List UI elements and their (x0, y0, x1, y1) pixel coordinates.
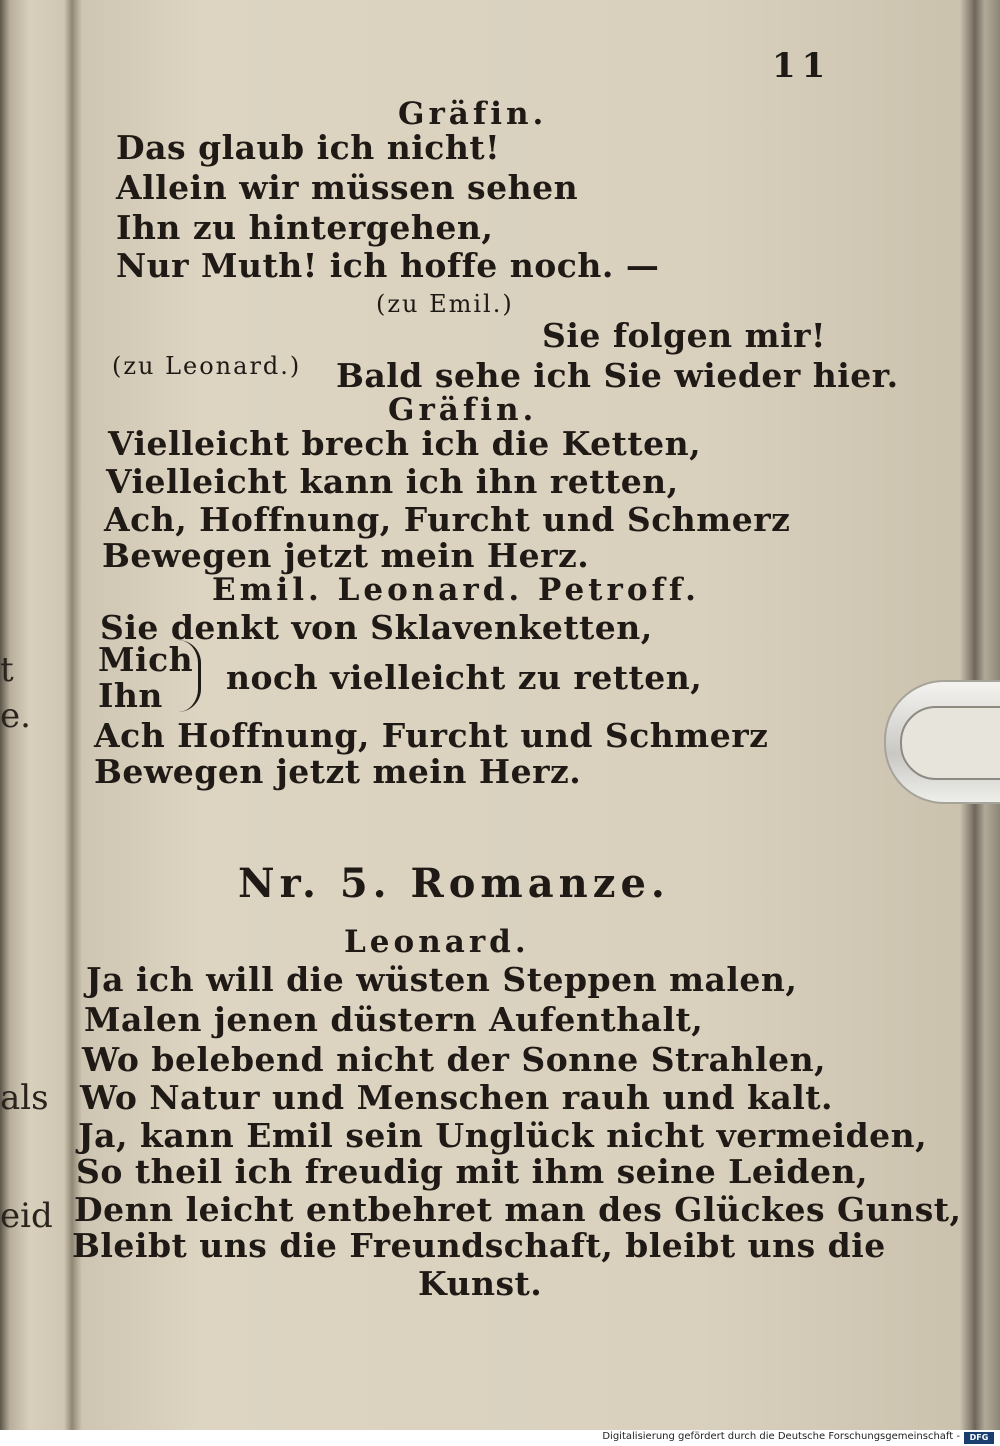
verse-line: Vielleicht brech ich die Ketten, (108, 424, 702, 463)
speaker-label: Gräfin. (398, 96, 548, 132)
verse-line: Bewegen jetzt mein Herz. (94, 752, 582, 791)
brace-word-bottom: Ihn (98, 676, 163, 715)
verse-line: Vielleicht kann ich ihn retten, (106, 462, 679, 501)
left-page-fragment: t (0, 650, 14, 690)
left-page-fragment: als (0, 1078, 49, 1118)
verse-line: Ihn zu hintergehen, (116, 208, 494, 247)
verse-line: Sie denkt von Sklavenketten, (100, 608, 653, 647)
verse-line: Bewegen jetzt mein Herz. (102, 536, 590, 575)
funding-credit: Digitalisierung gefördert durch die Deutsche Forschungsgemeinschaft - (602, 1431, 960, 1442)
brace-word-top: Mich (98, 640, 194, 679)
speaker-label: Leonard. (344, 924, 530, 960)
dfg-logo: DFG (964, 1432, 994, 1444)
verse-line: Nur Muth! ich hoffe noch. — (116, 246, 660, 285)
section-heading: Nr. 5. Romanze. (238, 860, 670, 907)
verse-line: Bald sehe ich Sie wieder hier. (336, 356, 899, 395)
paper-clip-loop (900, 706, 1000, 780)
page-number: 11 (772, 46, 832, 86)
verse-line: Ach Hoffnung, Furcht und Schmerz (94, 716, 769, 755)
verse-line: Malen jenen düstern Aufenthalt, (84, 1000, 704, 1039)
verse-line: Sie folgen mir! (542, 316, 826, 355)
footer-bar (0, 1430, 1000, 1446)
verse-line: Wo belebend nicht der Sonne Strahlen, (82, 1040, 827, 1079)
brace (178, 640, 201, 712)
left-page-fragment: e. (0, 696, 31, 736)
verse-line: Bleibt uns die Freundschaft, bleibt uns die (72, 1226, 886, 1265)
verse-line: So theil ich freudig mit ihm seine Leiden, (76, 1152, 868, 1191)
stage-direction: (zu Leonard.) (112, 352, 302, 380)
stage-direction: (zu Emil.) (376, 290, 514, 318)
verse-line: Ja, kann Emil sein Unglück nicht vermeiden, (78, 1116, 928, 1155)
verse-line: Allein wir müssen sehen (116, 168, 579, 207)
speaker-label: Emil. Leonard. Petroff. (212, 572, 700, 608)
verse-line: Ja ich will die wüsten Steppen malen, (86, 960, 798, 999)
verse-line: Wo Natur und Menschen rauh und kalt. (80, 1078, 834, 1117)
speaker-label: Gräfin. (388, 392, 538, 428)
left-page-fragment: eid (0, 1196, 53, 1236)
verse-line: noch vielleicht zu retten, (226, 658, 703, 697)
verse-line: Das glaub ich nicht! (116, 128, 501, 167)
verse-line: Ach, Hoffnung, Furcht und Schmerz (104, 500, 791, 539)
verse-line: Kunst. (418, 1264, 543, 1303)
verse-line: Denn leicht entbehret man des Glückes Gunst, (74, 1190, 962, 1229)
